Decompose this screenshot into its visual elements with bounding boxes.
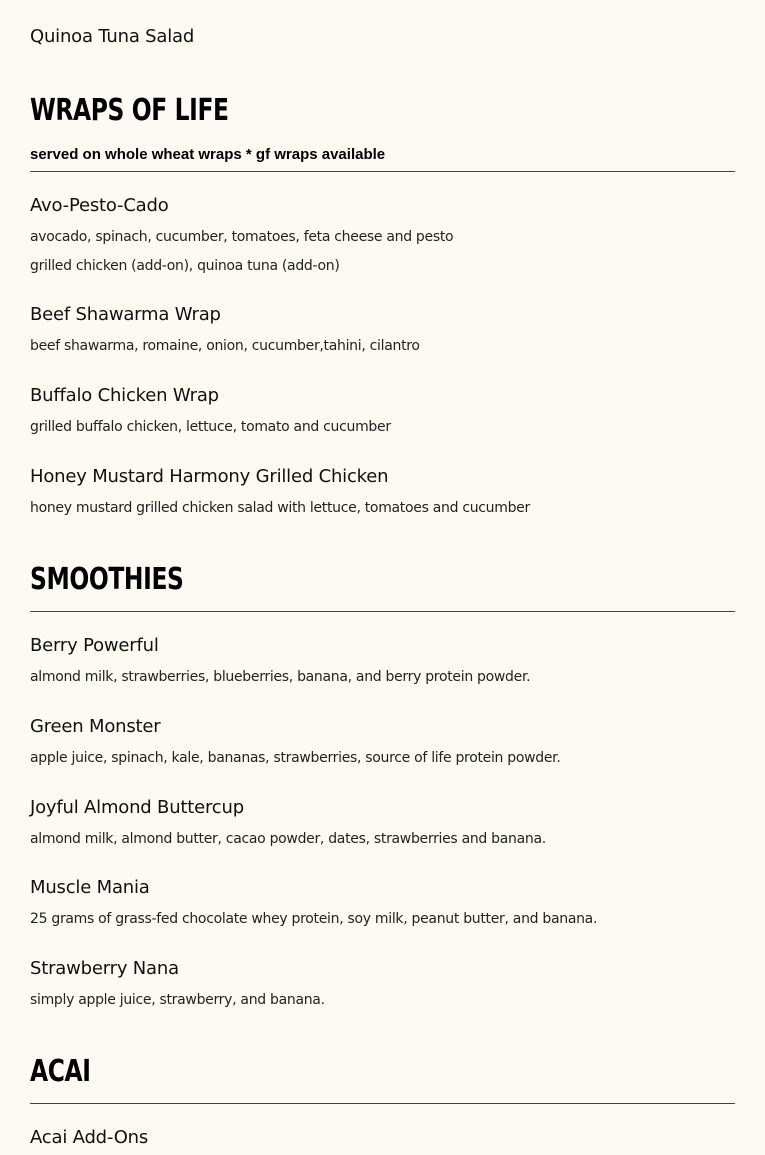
menu-item-title[interactable]: Berry Powerful	[30, 635, 159, 656]
menu-item-title[interactable]: Strawberry Nana	[30, 958, 179, 979]
section-note-wraps: served on whole wheat wraps * gf wraps available	[30, 146, 386, 163]
menu-item-description: simply apple juice, strawberry, and banana.	[30, 992, 325, 1008]
menu-item-description: almond milk, strawberries, blueberries, banana, and berry protein powder.	[30, 669, 531, 685]
menu-item-title[interactable]: Buffalo Chicken Wrap	[30, 385, 219, 406]
menu-item-title[interactable]: Quinoa Tuna Salad	[30, 26, 195, 47]
section-title-wraps: WRAPS OF LIFE	[30, 93, 229, 128]
section-divider	[30, 171, 735, 172]
menu-item-description: avocado, spinach, cucumber, tomatoes, feta cheese and pesto	[30, 229, 454, 245]
menu-item-description: beef shawarma, romaine, onion, cucumber,tahini, cilantro	[30, 338, 420, 354]
menu-item-description: grilled buffalo chicken, lettuce, tomato and cucumber	[30, 419, 391, 435]
menu-item-description: almond milk, almond butter, cacao powder, dates, strawberries and banana.	[30, 831, 546, 847]
menu-item-title[interactable]: Honey Mustard Harmony Grilled Chicken	[30, 466, 389, 487]
section-title-smoothies: SMOOTHIES	[30, 562, 184, 597]
menu-item-title[interactable]: Muscle Mania	[30, 877, 150, 898]
menu-item-description: grilled chicken (add-on), quinoa tuna (add-on)	[30, 258, 340, 274]
menu-item-title[interactable]: Green Monster	[30, 716, 161, 737]
menu-item-description: apple juice, spinach, kale, bananas, strawberries, source of life protein powder.	[30, 750, 561, 766]
menu-item-title[interactable]: Acai Add-Ons	[30, 1127, 149, 1148]
menu-item-title[interactable]: Beef Shawarma Wrap	[30, 304, 221, 325]
section-divider	[30, 1103, 735, 1104]
section-divider	[30, 611, 735, 612]
menu-item-description: honey mustard grilled chicken salad with lettuce, tomatoes and cucumber	[30, 500, 530, 516]
menu-item-description: 25 grams of grass-fed chocolate whey protein, soy milk, peanut butter, and banana.	[30, 911, 598, 927]
menu-item-title[interactable]: Avo-Pesto-Cado	[30, 195, 169, 216]
section-title-acai: ACAI	[30, 1054, 91, 1089]
menu-item-title[interactable]: Joyful Almond Buttercup	[30, 797, 244, 818]
